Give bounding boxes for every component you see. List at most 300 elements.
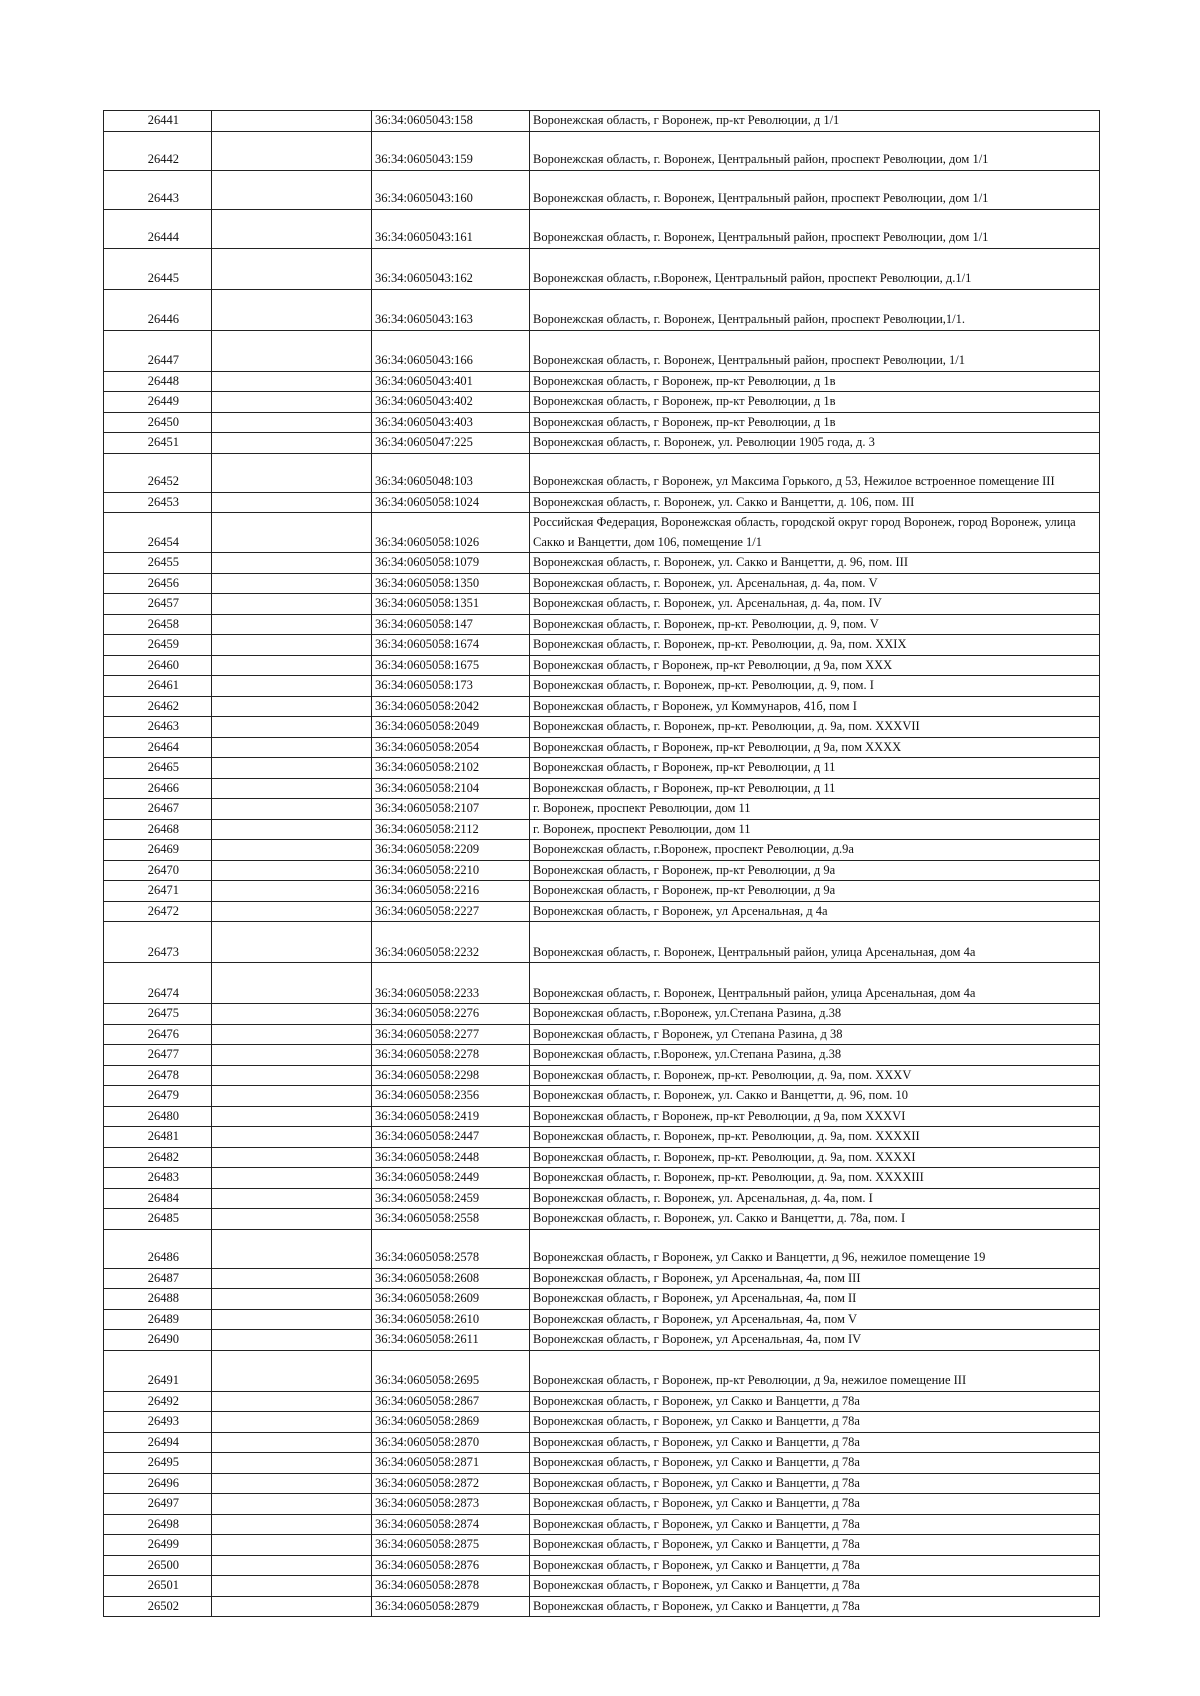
row-number-cell: 26480	[104, 1106, 212, 1127]
cadastral-number-cell: 36:34:0605058:2870	[372, 1432, 530, 1453]
address-cell: Воронежская область, г. Воронеж, пр-кт. Революции, д. 9а, пом. XXXXI	[530, 1147, 1100, 1168]
table-row	[104, 1188, 1100, 1209]
address-cell: г. Воронеж, проспект Революции, дом 11	[530, 819, 1100, 840]
table-row	[104, 1086, 1100, 1107]
cadastral-number-cell: 36:34:0605058:2874	[372, 1514, 530, 1535]
address-cell: Воронежская область, г. Воронеж, Центральный район, проспект Революции, 1/1	[530, 330, 1100, 371]
empty-cell	[212, 922, 372, 963]
empty-cell	[212, 289, 372, 330]
address-cell: Воронежская область, г. Воронеж, Центральный район, проспект Революции, дом 1/1	[530, 170, 1100, 209]
address-cell: Воронежская область, г Воронеж, ул Сакко и Ванцетти, д 78а	[530, 1576, 1100, 1597]
table-row	[104, 412, 1100, 433]
address-cell: Российская Федерация, Воронежская область, городской округ город Воронеж, город Воронеж, улица Сакко и Ванцетти, дом 106, помещение 1/1	[530, 513, 1100, 553]
empty-cell	[212, 1106, 372, 1127]
empty-cell	[212, 1391, 372, 1412]
address-cell: Воронежская область, г.Воронеж, проспект Революции, д.9а	[530, 840, 1100, 861]
empty-cell	[212, 553, 372, 574]
cadastral-number-cell: 36:34:0605043:160	[372, 170, 530, 209]
table-row	[104, 131, 1100, 170]
row-number-cell: 26488	[104, 1289, 212, 1310]
row-number-cell: 26495	[104, 1453, 212, 1474]
table-row	[104, 1209, 1100, 1230]
row-number-cell: 26474	[104, 963, 212, 1004]
cadastral-number-cell: 36:34:0605058:2278	[372, 1045, 530, 1066]
row-number-cell: 26500	[104, 1555, 212, 1576]
cadastral-number-cell: 36:34:0605058:1350	[372, 573, 530, 594]
address-cell: Воронежская область, г Воронеж, ул Арсенальная, д 4а	[530, 901, 1100, 922]
table-row	[104, 778, 1100, 799]
table-row	[104, 1045, 1100, 1066]
row-number-cell: 26454	[104, 513, 212, 553]
cadastral-number-cell: 36:34:0605058:2578	[372, 1229, 530, 1268]
row-number-cell: 26485	[104, 1209, 212, 1230]
cadastral-number-cell: 36:34:0605058:1024	[372, 492, 530, 513]
cadastral-number-cell: 36:34:0605058:2879	[372, 1596, 530, 1617]
table-row	[104, 1268, 1100, 1289]
address-cell: Воронежская область, г Воронеж, ул Сакко и Ванцетти, д 78а	[530, 1473, 1100, 1494]
table-row	[104, 392, 1100, 413]
address-cell: Воронежская область, г. Воронеж, ул. Сакко и Ванцетти, д. 78а, пом. I	[530, 1209, 1100, 1230]
address-cell: Воронежская область, г.Воронеж, ул.Степана Разина, д.38	[530, 1045, 1100, 1066]
empty-cell	[212, 737, 372, 758]
row-number-cell: 26451	[104, 433, 212, 454]
address-cell: Воронежская область, г Воронеж, ул Сакко и Ванцетти, д 78а	[530, 1514, 1100, 1535]
address-cell: Воронежская область, г. Воронеж, Центральный район, улица Арсенальная, дом 4а	[530, 963, 1100, 1004]
table-row	[104, 881, 1100, 902]
cadastral-number-cell: 36:34:0605058:2042	[372, 696, 530, 717]
row-number-cell: 26448	[104, 371, 212, 392]
empty-cell	[212, 901, 372, 922]
empty-cell	[212, 1596, 372, 1617]
cadastral-number-cell: 36:34:0605043:166	[372, 330, 530, 371]
address-cell: Воронежская область, г Воронеж, пр-кт Революции, д 9а	[530, 881, 1100, 902]
table-row	[104, 1024, 1100, 1045]
row-number-cell: 26443	[104, 170, 212, 209]
empty-cell	[212, 1535, 372, 1556]
empty-cell	[212, 1289, 372, 1310]
row-number-cell: 26483	[104, 1168, 212, 1189]
cadastral-number-cell: 36:34:0605058:1351	[372, 594, 530, 615]
row-number-cell: 26444	[104, 209, 212, 248]
cadastral-number-cell: 36:34:0605058:2356	[372, 1086, 530, 1107]
row-number-cell: 26490	[104, 1330, 212, 1351]
address-cell: Воронежская область, г. Воронеж, ул. Революции 1905 года, д. 3	[530, 433, 1100, 454]
empty-cell	[212, 131, 372, 170]
address-cell: Воронежская область, г. Воронеж, ул. Сакко и Ванцетти, д. 96, пом. 10	[530, 1086, 1100, 1107]
cadastral-number-cell: 36:34:0605058:147	[372, 614, 530, 635]
row-number-cell: 26479	[104, 1086, 212, 1107]
address-cell: Воронежская область, г Воронеж, ул Сакко и Ванцетти, д 78а	[530, 1412, 1100, 1433]
address-cell: Воронежская область, г Воронеж, пр-кт Революции, д 9а, пом XXXX	[530, 737, 1100, 758]
address-cell: Воронежская область, г. Воронеж, ул. Арсенальная, д. 4а, пом. I	[530, 1188, 1100, 1209]
table-row	[104, 433, 1100, 454]
cadastral-number-cell: 36:34:0605043:401	[372, 371, 530, 392]
row-number-cell: 26469	[104, 840, 212, 861]
row-number-cell: 26473	[104, 922, 212, 963]
address-cell: Воронежская область, г. Воронеж, Центральный район, проспект Революции,1/1.	[530, 289, 1100, 330]
table-row	[104, 573, 1100, 594]
table-row	[104, 901, 1100, 922]
address-cell: Воронежская область, г. Воронеж, пр-кт. Революции, д. 9, пом. V	[530, 614, 1100, 635]
table-row	[104, 676, 1100, 697]
empty-cell	[212, 778, 372, 799]
row-number-cell: 26466	[104, 778, 212, 799]
table-row	[104, 1309, 1100, 1330]
address-cell: Воронежская область, г Воронеж, пр-кт Революции, д 1в	[530, 392, 1100, 413]
cadastral-number-cell: 36:34:0605043:159	[372, 131, 530, 170]
empty-cell	[212, 881, 372, 902]
table-row	[104, 1350, 1100, 1391]
address-cell: Воронежская область, г. Воронеж, пр-кт. Революции, д. 9а, пом. XXXXII	[530, 1127, 1100, 1148]
row-number-cell: 26449	[104, 392, 212, 413]
cadastral-number-cell: 36:34:0605058:2216	[372, 881, 530, 902]
cadastral-table	[103, 110, 1100, 1617]
table-row	[104, 1412, 1100, 1433]
address-cell: Воронежская область, г Воронеж, пр-кт Революции, д 1в	[530, 412, 1100, 433]
table-row	[104, 717, 1100, 738]
empty-cell	[212, 371, 372, 392]
row-number-cell: 26458	[104, 614, 212, 635]
table-row	[104, 819, 1100, 840]
empty-cell	[212, 1229, 372, 1268]
address-cell: Воронежская область, г. Воронеж, ул. Арсенальная, д. 4а, пом. IV	[530, 594, 1100, 615]
cadastral-number-cell: 36:34:0605043:163	[372, 289, 530, 330]
table-row	[104, 840, 1100, 861]
address-cell: г. Воронеж, проспект Революции, дом 11	[530, 799, 1100, 820]
address-cell: Воронежская область, г Воронеж, ул Арсенальная, 4а, пом III	[530, 1268, 1100, 1289]
address-cell: Воронежская область, г Воронеж, пр-кт Революции, д 9а	[530, 860, 1100, 881]
cadastral-number-cell: 36:34:0605058:2558	[372, 1209, 530, 1230]
cadastral-number-cell: 36:34:0605058:2049	[372, 717, 530, 738]
cadastral-number-cell: 36:34:0605058:2104	[372, 778, 530, 799]
row-number-cell: 26445	[104, 248, 212, 289]
empty-cell	[212, 248, 372, 289]
row-number-cell: 26450	[104, 412, 212, 433]
address-cell: Воронежская область, г Воронеж, пр-кт Революции, д 1в	[530, 371, 1100, 392]
address-cell: Воронежская область, г Воронеж, ул Коммунаров, 41б, пом I	[530, 696, 1100, 717]
address-cell: Воронежская область, г Воронеж, ул Арсенальная, 4а, пом IV	[530, 1330, 1100, 1351]
empty-cell	[212, 963, 372, 1004]
address-cell: Воронежская область, г. Воронеж, пр-кт. Революции, д. 9а, пом. XXXV	[530, 1065, 1100, 1086]
table-row	[104, 1289, 1100, 1310]
address-cell: Воронежская область, г. Воронеж, пр-кт. Революции, д. 9, пом. I	[530, 676, 1100, 697]
cadastral-number-cell: 36:34:0605058:1026	[372, 513, 530, 553]
table-row	[104, 289, 1100, 330]
address-cell: Воронежская область, г Воронеж, ул Сакко и Ванцетти, д 78а	[530, 1453, 1100, 1474]
empty-cell	[212, 330, 372, 371]
cadastral-number-cell: 36:34:0605058:2608	[372, 1268, 530, 1289]
table-row	[104, 1576, 1100, 1597]
table-row	[104, 799, 1100, 820]
row-number-cell: 26478	[104, 1065, 212, 1086]
address-cell: Воронежская область, г. Воронеж, ул. Арсенальная, д. 4а, пом. V	[530, 573, 1100, 594]
cadastral-number-cell: 36:34:0605058:2867	[372, 1391, 530, 1412]
table-row	[104, 922, 1100, 963]
row-number-cell: 26463	[104, 717, 212, 738]
row-number-cell: 26498	[104, 1514, 212, 1535]
empty-cell	[212, 1168, 372, 1189]
row-number-cell: 26461	[104, 676, 212, 697]
empty-cell	[212, 860, 372, 881]
empty-cell	[212, 1127, 372, 1148]
address-cell: Воронежская область, г Воронеж, ул Сакко и Ванцетти, д 78а	[530, 1555, 1100, 1576]
address-cell: Воронежская область, г Воронеж, ул Сакко и Ванцетти, д 96, нежилое помещение 19	[530, 1229, 1100, 1268]
table-row	[104, 1494, 1100, 1515]
address-cell: Воронежская область, г Воронеж, пр-кт Революции, д 11	[530, 778, 1100, 799]
row-number-cell: 26492	[104, 1391, 212, 1412]
address-cell: Воронежская область, г Воронеж, ул Сакко и Ванцетти, д 78а	[530, 1391, 1100, 1412]
address-cell: Воронежская область, г Воронеж, пр-кт Революции, д 9а, нежилое помещение III	[530, 1350, 1100, 1391]
table-row	[104, 635, 1100, 656]
row-number-cell: 26470	[104, 860, 212, 881]
row-number-cell: 26491	[104, 1350, 212, 1391]
empty-cell	[212, 492, 372, 513]
table-row	[104, 614, 1100, 635]
cadastral-number-cell: 36:34:0605058:2459	[372, 1188, 530, 1209]
address-cell: Воронежская область, г Воронеж, пр-кт Революции, д 11	[530, 758, 1100, 779]
row-number-cell: 26455	[104, 553, 212, 574]
row-number-cell: 26487	[104, 1268, 212, 1289]
row-number-cell: 26477	[104, 1045, 212, 1066]
cadastral-number-cell: 36:34:0605043:162	[372, 248, 530, 289]
empty-cell	[212, 655, 372, 676]
address-cell: Воронежская область, г. Воронеж, пр-кт. Революции, д. 9а, пом. XXXVII	[530, 717, 1100, 738]
table-row	[104, 1229, 1100, 1268]
address-cell: Воронежская область, г Воронеж, ул Сакко и Ванцетти, д 78а	[530, 1432, 1100, 1453]
cadastral-number-cell: 36:34:0605058:1079	[372, 553, 530, 574]
empty-cell	[212, 111, 372, 132]
row-number-cell: 26471	[104, 881, 212, 902]
address-cell: Воронежская область, г. Воронеж, ул. Сакко и Ванцетти, д. 106, пом. III	[530, 492, 1100, 513]
cadastral-number-cell: 36:34:0605058:2448	[372, 1147, 530, 1168]
empty-cell	[212, 453, 372, 492]
empty-cell	[212, 1473, 372, 1494]
table-row	[104, 1147, 1100, 1168]
table-row	[104, 371, 1100, 392]
cadastral-number-cell: 36:34:0605058:173	[372, 676, 530, 697]
empty-cell	[212, 1045, 372, 1066]
cadastral-number-cell: 36:34:0605043:402	[372, 392, 530, 413]
address-cell: Воронежская область, г Воронеж, пр-кт Революции, д 9а, пом XXXVI	[530, 1106, 1100, 1127]
cadastral-number-cell: 36:34:0605058:2695	[372, 1350, 530, 1391]
cadastral-number-cell: 36:34:0605058:2869	[372, 1412, 530, 1433]
row-number-cell: 26464	[104, 737, 212, 758]
table-row	[104, 1514, 1100, 1535]
table-row	[104, 1065, 1100, 1086]
empty-cell	[212, 412, 372, 433]
row-number-cell: 26446	[104, 289, 212, 330]
empty-cell	[212, 433, 372, 454]
empty-cell	[212, 676, 372, 697]
row-number-cell: 26465	[104, 758, 212, 779]
cadastral-number-cell: 36:34:0605058:2209	[372, 840, 530, 861]
table-row	[104, 1596, 1100, 1617]
empty-cell	[212, 1024, 372, 1045]
cadastral-number-cell: 36:34:0605047:225	[372, 433, 530, 454]
address-cell: Воронежская область, г.Воронеж, Центральный район, проспект Революции, д.1/1	[530, 248, 1100, 289]
empty-cell	[212, 1209, 372, 1230]
empty-cell	[212, 1453, 372, 1474]
table-row	[104, 594, 1100, 615]
cadastral-number-cell: 36:34:0605058:2419	[372, 1106, 530, 1127]
cadastral-number-cell: 36:34:0605058:2102	[372, 758, 530, 779]
cadastral-number-cell: 36:34:0605058:1675	[372, 655, 530, 676]
empty-cell	[212, 819, 372, 840]
empty-cell	[212, 1514, 372, 1535]
row-number-cell: 26453	[104, 492, 212, 513]
table-row	[104, 453, 1100, 492]
table-row	[104, 1432, 1100, 1453]
empty-cell	[212, 1576, 372, 1597]
cadastral-number-cell: 36:34:0605058:2233	[372, 963, 530, 1004]
empty-cell	[212, 696, 372, 717]
empty-cell	[212, 209, 372, 248]
empty-cell	[212, 717, 372, 738]
table-row	[104, 170, 1100, 209]
address-cell: Воронежская область, г Воронеж, ул Арсенальная, 4а, пом V	[530, 1309, 1100, 1330]
address-cell: Воронежская область, г Воронеж, ул Максима Горького, д 53, Нежилое встроенное помещение III	[530, 453, 1100, 492]
row-number-cell: 26472	[104, 901, 212, 922]
row-number-cell: 26486	[104, 1229, 212, 1268]
table-row	[104, 1106, 1100, 1127]
table-body	[104, 111, 1100, 1617]
cadastral-number-cell: 36:34:0605043:158	[372, 111, 530, 132]
cadastral-number-cell: 36:34:0605058:2449	[372, 1168, 530, 1189]
address-cell: Воронежская область, г Воронеж, ул Сакко и Ванцетти, д 78а	[530, 1596, 1100, 1617]
row-number-cell: 26482	[104, 1147, 212, 1168]
row-number-cell: 26489	[104, 1309, 212, 1330]
row-number-cell: 26441	[104, 111, 212, 132]
cadastral-number-cell: 36:34:0605058:2873	[372, 1494, 530, 1515]
address-cell: Воронежская область, г. Воронеж, пр-кт. Революции, д. 9а, пом. XXIX	[530, 635, 1100, 656]
row-number-cell: 26502	[104, 1596, 212, 1617]
cadastral-number-cell: 36:34:0605058:2054	[372, 737, 530, 758]
table-row	[104, 737, 1100, 758]
cadastral-number-cell: 36:34:0605058:2277	[372, 1024, 530, 1045]
cadastral-number-cell: 36:34:0605058:2107	[372, 799, 530, 820]
empty-cell	[212, 1555, 372, 1576]
cadastral-number-cell: 36:34:0605058:2112	[372, 819, 530, 840]
table-row	[104, 1391, 1100, 1412]
table-row	[104, 553, 1100, 574]
row-number-cell: 26460	[104, 655, 212, 676]
empty-cell	[212, 1350, 372, 1391]
table-row	[104, 1168, 1100, 1189]
cadastral-number-cell: 36:34:0605058:2298	[372, 1065, 530, 1086]
empty-cell	[212, 513, 372, 553]
cadastral-number-cell: 36:34:0605058:2610	[372, 1309, 530, 1330]
cadastral-number-cell: 36:34:0605058:2232	[372, 922, 530, 963]
address-cell: Воронежская область, г. Воронеж, Центральный район, проспект Революции, дом 1/1	[530, 209, 1100, 248]
empty-cell	[212, 840, 372, 861]
row-number-cell: 26452	[104, 453, 212, 492]
cadastral-number-cell: 36:34:0605048:103	[372, 453, 530, 492]
table-row	[104, 1555, 1100, 1576]
cadastral-number-cell: 36:34:0605058:2871	[372, 1453, 530, 1474]
address-cell: Воронежская область, г Воронеж, ул Арсенальная, 4а, пом II	[530, 1289, 1100, 1310]
table-row	[104, 513, 1100, 553]
row-number-cell: 26459	[104, 635, 212, 656]
table-row	[104, 209, 1100, 248]
cadastral-number-cell: 36:34:0605058:2210	[372, 860, 530, 881]
address-cell: Воронежская область, г Воронеж, ул Степана Разина, д 38	[530, 1024, 1100, 1045]
cadastral-number-cell: 36:34:0605058:2875	[372, 1535, 530, 1556]
cadastral-number-cell: 36:34:0605058:2876	[372, 1555, 530, 1576]
table-row	[104, 111, 1100, 132]
cadastral-number-cell: 36:34:0605058:2609	[372, 1289, 530, 1310]
table-row	[104, 1473, 1100, 1494]
table-row	[104, 1004, 1100, 1025]
row-number-cell: 26499	[104, 1535, 212, 1556]
table-row	[104, 330, 1100, 371]
row-number-cell: 26475	[104, 1004, 212, 1025]
cadastral-number-cell: 36:34:0605058:1674	[372, 635, 530, 656]
row-number-cell: 26501	[104, 1576, 212, 1597]
empty-cell	[212, 758, 372, 779]
row-number-cell: 26476	[104, 1024, 212, 1045]
table-row	[104, 1330, 1100, 1351]
empty-cell	[212, 635, 372, 656]
cadastral-number-cell: 36:34:0605058:2878	[372, 1576, 530, 1597]
empty-cell	[212, 170, 372, 209]
address-cell: Воронежская область, г. Воронеж, пр-кт. Революции, д. 9а, пом. XXXXIII	[530, 1168, 1100, 1189]
address-cell: Воронежская область, г Воронеж, ул Сакко и Ванцетти, д 78а	[530, 1535, 1100, 1556]
empty-cell	[212, 1432, 372, 1453]
table-row	[104, 1535, 1100, 1556]
table-row	[104, 963, 1100, 1004]
table-row	[104, 655, 1100, 676]
empty-cell	[212, 573, 372, 594]
table-row	[104, 492, 1100, 513]
table-row	[104, 696, 1100, 717]
empty-cell	[212, 1268, 372, 1289]
empty-cell	[212, 1065, 372, 1086]
empty-cell	[212, 1494, 372, 1515]
row-number-cell: 26457	[104, 594, 212, 615]
row-number-cell: 26462	[104, 696, 212, 717]
row-number-cell: 26496	[104, 1473, 212, 1494]
empty-cell	[212, 1086, 372, 1107]
row-number-cell: 26442	[104, 131, 212, 170]
empty-cell	[212, 1330, 372, 1351]
empty-cell	[212, 392, 372, 413]
table-row	[104, 860, 1100, 881]
row-number-cell: 26493	[104, 1412, 212, 1433]
table-row	[104, 1453, 1100, 1474]
cadastral-number-cell: 36:34:0605058:2227	[372, 901, 530, 922]
empty-cell	[212, 1309, 372, 1330]
address-cell: Воронежская область, г. Воронеж, ул. Сакко и Ванцетти, д. 96, пом. III	[530, 553, 1100, 574]
address-cell: Воронежская область, г. Воронеж, Центральный район, улица Арсенальная, дом 4а	[530, 922, 1100, 963]
row-number-cell: 26468	[104, 819, 212, 840]
empty-cell	[212, 1004, 372, 1025]
table-row	[104, 758, 1100, 779]
cadastral-number-cell: 36:34:0605058:2447	[372, 1127, 530, 1148]
empty-cell	[212, 799, 372, 820]
empty-cell	[212, 1147, 372, 1168]
row-number-cell: 26494	[104, 1432, 212, 1453]
address-cell: Воронежская область, г Воронеж, пр-кт Революции, д 9а, пом XXX	[530, 655, 1100, 676]
address-cell: Воронежская область, г. Воронеж, Центральный район, проспект Революции, дом 1/1	[530, 131, 1100, 170]
table-row	[104, 1127, 1100, 1148]
cadastral-number-cell: 36:34:0605058:2872	[372, 1473, 530, 1494]
cadastral-number-cell: 36:34:0605043:161	[372, 209, 530, 248]
address-cell: Воронежская область, г Воронеж, пр-кт Революции, д 1/1	[530, 111, 1100, 132]
cadastral-number-cell: 36:34:0605043:403	[372, 412, 530, 433]
empty-cell	[212, 1188, 372, 1209]
table-row	[104, 248, 1100, 289]
address-cell: Воронежская область, г.Воронеж, ул.Степана Разина, д.38	[530, 1004, 1100, 1025]
